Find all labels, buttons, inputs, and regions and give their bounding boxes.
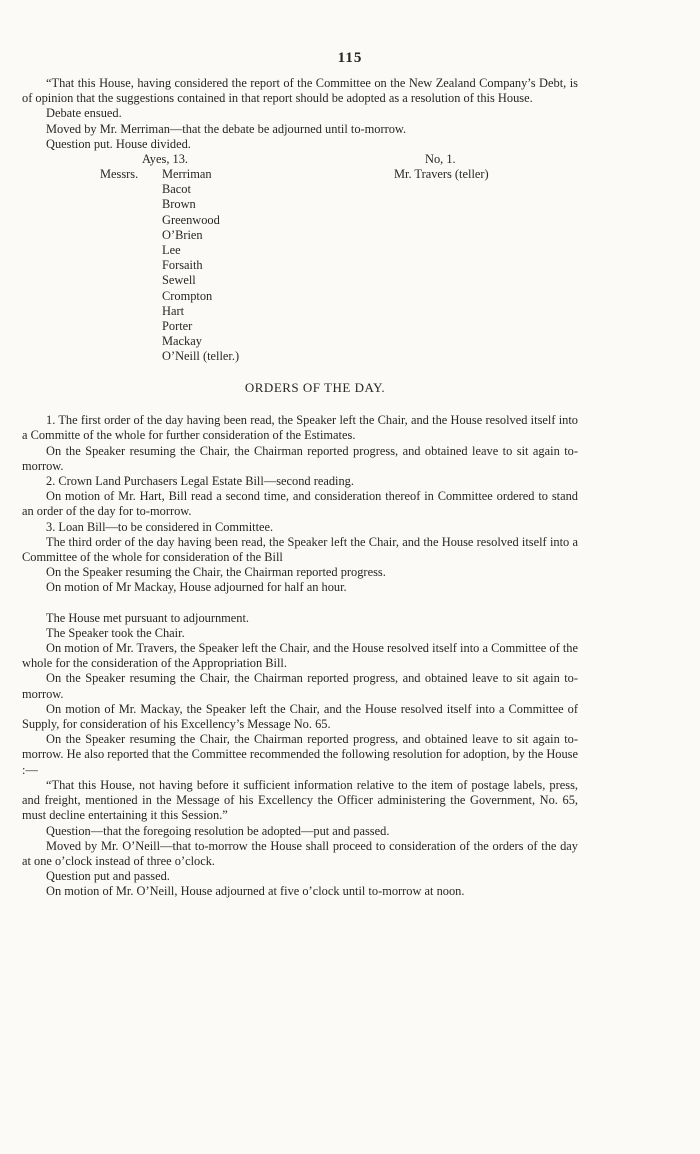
paragraph: The Speaker took the Chair. <box>46 625 185 640</box>
ayes-label: Ayes, 13. <box>142 152 189 167</box>
aye-name: Brown <box>162 197 196 212</box>
paragraph: The House met pursuant to adjournment. <box>46 610 250 625</box>
aye-name: Sewell <box>162 273 196 288</box>
paragraph: Question—that the foregoing resolution be adopted—put and passed. <box>46 823 390 838</box>
paragraph: On motion of Mr. Hart, Bill read a second time, and consideration thereof in Committee ordered to stand an order of the day for to-morrow. <box>22 489 578 519</box>
paragraph: Moved by Mr. O’Neill—that to-morrow the House shall proceed to consideration of the orders of the day at one o’clock instead of three o’clock. <box>22 838 578 868</box>
aye-name: Crompton <box>162 288 213 303</box>
aye-name: Forsaith <box>162 258 203 273</box>
paragraph: On motion of Mr. Travers, the Speaker left the Chair, and the House resolved itself into a Committee of the whole for the consideration of the Appropriation Bill. <box>22 641 578 671</box>
debate-ensued: Debate ensued. <box>46 106 122 121</box>
paragraph: Question put and passed. <box>46 869 170 884</box>
aye-name: Mackay <box>162 334 202 349</box>
after-adjournment <box>22 611 578 900</box>
aye-name: O’Brien <box>162 227 203 242</box>
orders-of-day <box>22 413 578 595</box>
paragraph: 2. Crown Land Purchasers Legal Estate Bill—second reading. <box>46 474 354 489</box>
aye-name: Bacot <box>162 182 191 197</box>
paragraph: “That this House, not having before it sufficient information relative to the item of postage labels, press, and freight, mentioned in the Message of his Excellency the Officer administering the Government, No. 65, must decline entertaining it this Session.” <box>22 777 578 823</box>
paragraph: On the Speaker resuming the Chair, the Chairman reported progress, and obtained leave to sit again to-morrow. <box>22 443 578 473</box>
paragraph: 1. The first order of the day having been read, the Speaker left the Chair, and the House resolved itself into a Committe of the whole for further consideration of the Estimates. <box>22 413 578 443</box>
aye-name: Lee <box>162 242 181 257</box>
division-list <box>22 152 578 364</box>
noe-name: Mr. Travers (teller) <box>394 167 489 182</box>
resolution-text: “That this House, having considered the report of the Committee on the New Zealand Company’s Debt, is of opinion that the suggestions contained in that report should be adopted as a resolution of this House. <box>22 76 578 106</box>
paragraph: On the Speaker resuming the Chair, the Chairman reported progress, and obtained leave to sit again to-morrow. He also reported that the Committee recommended the following resolution for adoption, by the House :— <box>22 732 578 777</box>
paragraph: On motion of Mr. Mackay, the Speaker left the Chair, and the House resolved itself into a Committee of Supply, for consideration of his Excellency’s Message No. 65. <box>22 701 578 732</box>
paragraph: On the Speaker resuming the Chair, the Chairman reported progress, and obtained leave to sit again to-morrow. <box>22 671 578 701</box>
orders-heading: ORDERS OF THE DAY. <box>244 380 386 396</box>
motion-adjourn: Moved by Mr. Merriman—that the debate be adjourned until to-morrow. <box>46 121 407 136</box>
aye-name: Merriman <box>162 167 212 182</box>
question-put: Question put. House divided. <box>46 136 191 151</box>
page-body <box>22 76 578 900</box>
paragraph: 3. Loan Bill—to be considered in Committee. <box>46 519 274 534</box>
aye-name: O’Neill (teller.) <box>162 349 240 364</box>
paragraph: The third order of the day having been read, the Speaker left the Chair, and the House resolved itself into a Committee of the whole for consideration of the Bill <box>22 534 578 565</box>
page-number: 115 <box>337 50 363 66</box>
messrs-label: Messrs. <box>100 167 139 182</box>
paragraph: On motion of Mr Mackay, House adjourned for half an hour. <box>46 580 347 595</box>
paragraph: On the Speaker resuming the Chair, the Chairman reported progress. <box>46 565 386 580</box>
noes-label: No, 1. <box>425 152 456 167</box>
aye-name: Porter <box>162 318 193 333</box>
aye-name: Hart <box>162 303 185 318</box>
section-gap <box>22 596 578 611</box>
paragraph: On motion of Mr. O’Neill, House adjourned at five o’clock until to-morrow at noon. <box>46 884 465 899</box>
aye-name: Greenwood <box>162 212 220 227</box>
ayes-names <box>162 167 239 364</box>
